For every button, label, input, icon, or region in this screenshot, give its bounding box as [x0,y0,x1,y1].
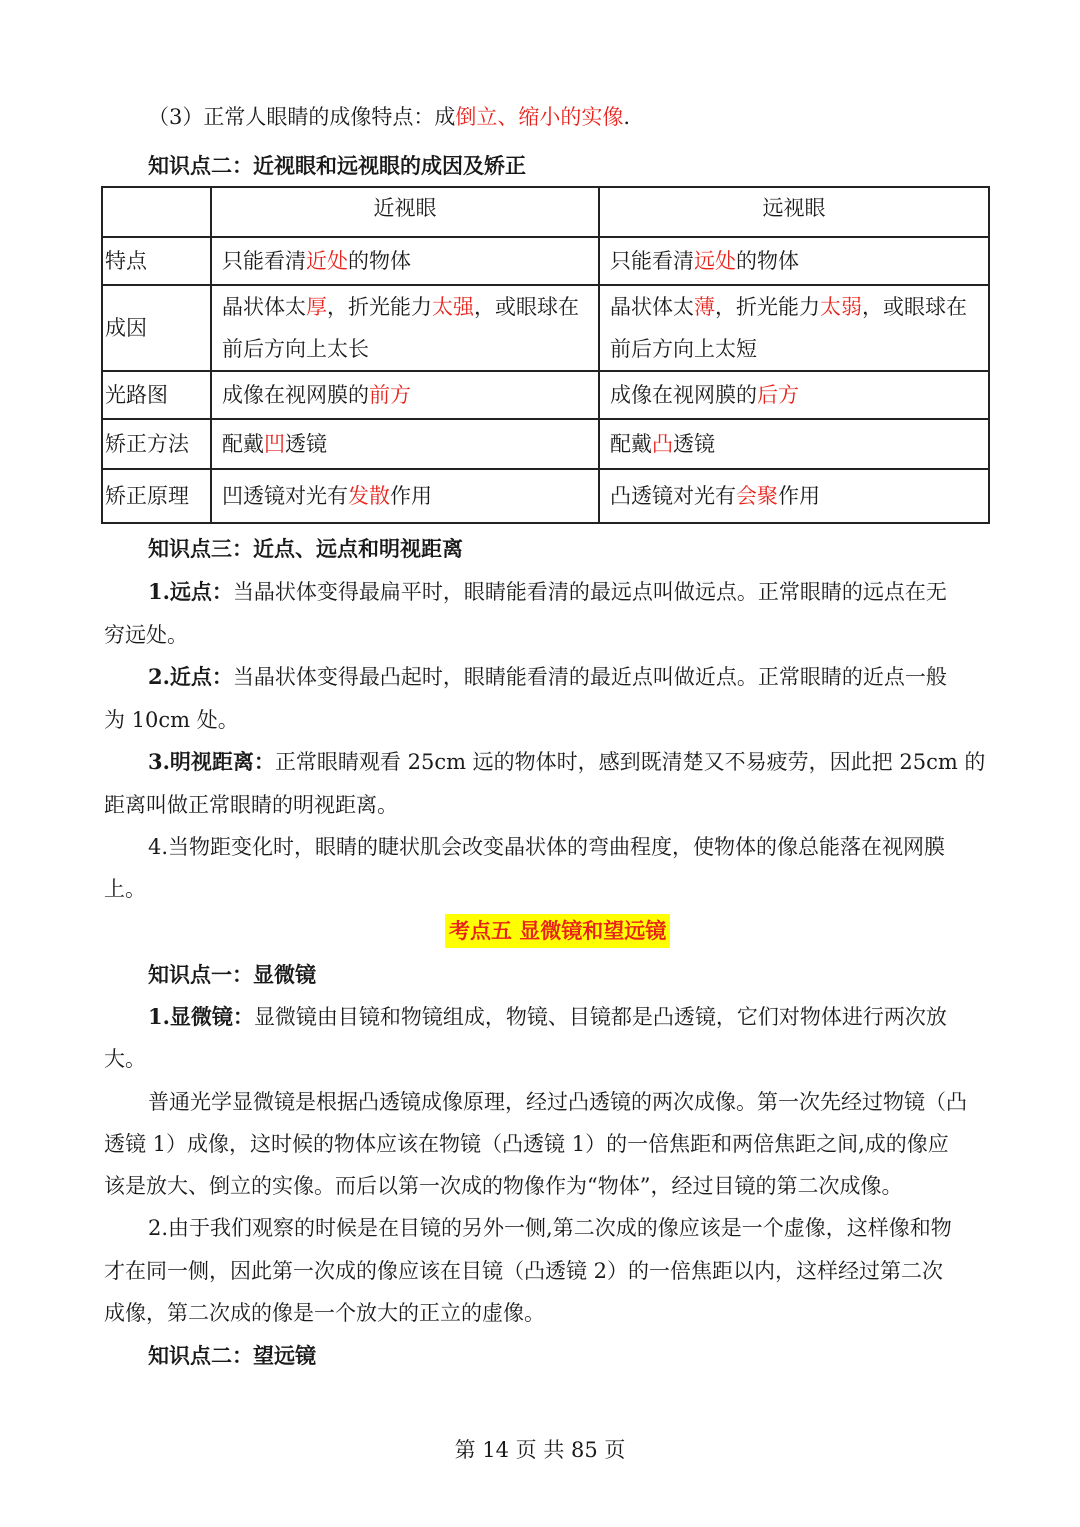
myopia-cell [211,371,599,419]
intro-highlight: 倒立、缩小的实像 [455,105,624,129]
microscope2-line3: 成像，第二次成的像是一个放大的正立的虚像。 [104,1301,545,1325]
cell-red-text: 近处 [306,249,348,273]
cell-text: 只能看清 [222,249,306,273]
row-label: 特点 [102,237,211,285]
cell-text: 只能看清 [610,249,694,273]
microscope-label: 1.显微镜： [148,1004,254,1029]
cell-text: 作用 [778,484,820,508]
cell-text: 作用 [390,484,432,508]
cell-red-text: 厚 [306,295,327,319]
table-row [102,371,989,419]
page-footer: 第 14 页 共 85 页 [454,1438,626,1462]
clear-vision-text: 正常眼睛观看 25cm 远的物体时，感到既清楚又不易疲劳，因此把 25cm 的 [274,750,986,774]
cell-text: 的物体 [736,249,799,273]
cell-red-text: 前方 [369,383,411,407]
clear-vision-line2: 距离叫做正常眼睛的明视距离。 [104,793,398,817]
telescope-title: 知识点二：望远镜 [148,1343,316,1368]
point4-line1: 4.当物距变化时，眼睛的睫状肌会改变晶状体的弯曲程度，使物体的像总能落在视网膜 [148,835,946,859]
cell-red-text: 凸 [652,432,673,456]
hyperopia-cell [599,237,989,285]
microscope-para-line2: 透镜 1）成像，这时候的物体应该在物镜（凸透镜 1）的一倍焦距和两倍焦距之间,成的像应 [104,1132,949,1156]
cell-red-text: 发散 [348,484,390,508]
far-point-text: 当晶状体变得最扁平时，眼睛能看清的最远点叫做远点。正常眼睛的远点在无 [232,580,947,604]
hyperopia-cell [599,419,989,469]
myopia-cell [211,469,599,523]
microscope2-line2: 才在同一侧，因此第一次成的像应该在目镜（凸透镜 2）的一倍焦距以内，这样经过第二次 [104,1259,944,1283]
far-point-line2: 穷远处。 [104,623,188,647]
far-point-label: 1.远点： [148,579,233,604]
table-row [102,469,989,523]
hyperopia-cell [599,469,989,523]
cell-text: 凸透镜对光有 [610,484,736,508]
cell-text: ，折光能力 [327,295,432,319]
hyperopia-cell [599,371,989,419]
cell-text: 配戴 [222,432,264,456]
header-empty-cell [102,187,211,237]
near-point-line1 [148,662,947,692]
row-label: 矫正原理 [102,469,211,523]
cell-text: 前后方向上太长 [222,337,369,361]
microscope-para-line1: 普通光学显微镜是根据凸透镜成像原理，经过凸透镜的两次成像。第一次先经过物镜（凸 [148,1090,967,1114]
cell-text: 透镜 [285,432,327,456]
point4-line2: 上。 [104,877,146,901]
cell-red-text: 远处 [694,249,736,273]
cell-text: 透镜 [673,432,715,456]
intro-suffix: . [623,105,631,129]
table-row [102,419,989,469]
cell-text: ，或眼球在 [862,295,967,319]
eye-imaging-feature [148,102,630,132]
cell-text: 晶状体太 [610,295,694,319]
row-label: 光路图 [102,371,211,419]
far-point-line1 [148,577,947,607]
microscope2-line1: 2.由于我们观察的时候是在目镜的另外一侧,第二次成的像应该是一个虚像，这样像和物 [148,1216,952,1240]
table-row [102,285,989,371]
myopia-cell [211,419,599,469]
cell-text: 晶状体太 [222,295,306,319]
myopia-hyperopia-table [101,186,990,524]
table-header-row [102,187,989,237]
near-point-text: 当晶状体变得最凸起时，眼睛能看清的最近点叫做近点。正常眼睛的近点一般 [232,665,947,689]
near-point-label: 2.近点： [148,664,233,689]
cell-text: 前后方向上太短 [610,337,757,361]
cell-red-text: 太弱 [820,295,862,319]
cell-red-text: 会聚 [736,484,778,508]
microscope1-line2: 大。 [104,1047,146,1071]
clear-vision-line1 [148,747,985,777]
cell-text: 成像在视网膜的 [610,383,757,407]
cell-text: ，折光能力 [715,295,820,319]
cell-text: 配戴 [610,432,652,456]
header-hyperopia: 远视眼 [599,187,989,237]
myopia-cell [211,285,599,371]
intro-prefix: （3）正常人眼睛的成像特点：成 [148,105,456,129]
cell-red-text: 太强 [432,295,474,319]
microscope-para-line3: 该是放大、倒立的实像。而后以第一次成的物像作为“物体”，经过目镜的第二次成像。 [104,1174,903,1198]
cell-text: ，或眼球在 [474,295,579,319]
cell-text: 的物体 [348,249,411,273]
header-myopia: 近视眼 [211,187,599,237]
clear-vision-label: 3.明视距离： [148,749,275,774]
cell-red-text: 后方 [757,383,799,407]
microscope-text: 显微镜由目镜和物镜组成，物镜、目镜都是凸透镜，它们对物体进行两次放 [253,1005,947,1029]
cell-text: 凹透镜对光有 [222,484,348,508]
table-row [102,237,989,285]
cell-red-text: 凹 [264,432,285,456]
cell-text: 成像在视网膜的 [222,383,369,407]
microscope-title: 知识点一：显微镜 [148,962,316,987]
section3-title: 知识点三：近点、远点和明视距离 [148,536,463,561]
row-label: 成因 [102,285,211,371]
exam-point-title: 考点五 显微镜和望远镜 [445,914,670,948]
section2-title: 知识点二：近视眼和远视眼的成因及矫正 [148,153,526,178]
cell-red-text: 薄 [694,295,715,319]
microscope1-line1 [148,1002,947,1032]
myopia-cell [211,237,599,285]
hyperopia-cell [599,285,989,371]
row-label: 矫正方法 [102,419,211,469]
near-point-line2: 为 10cm 处。 [104,708,239,732]
